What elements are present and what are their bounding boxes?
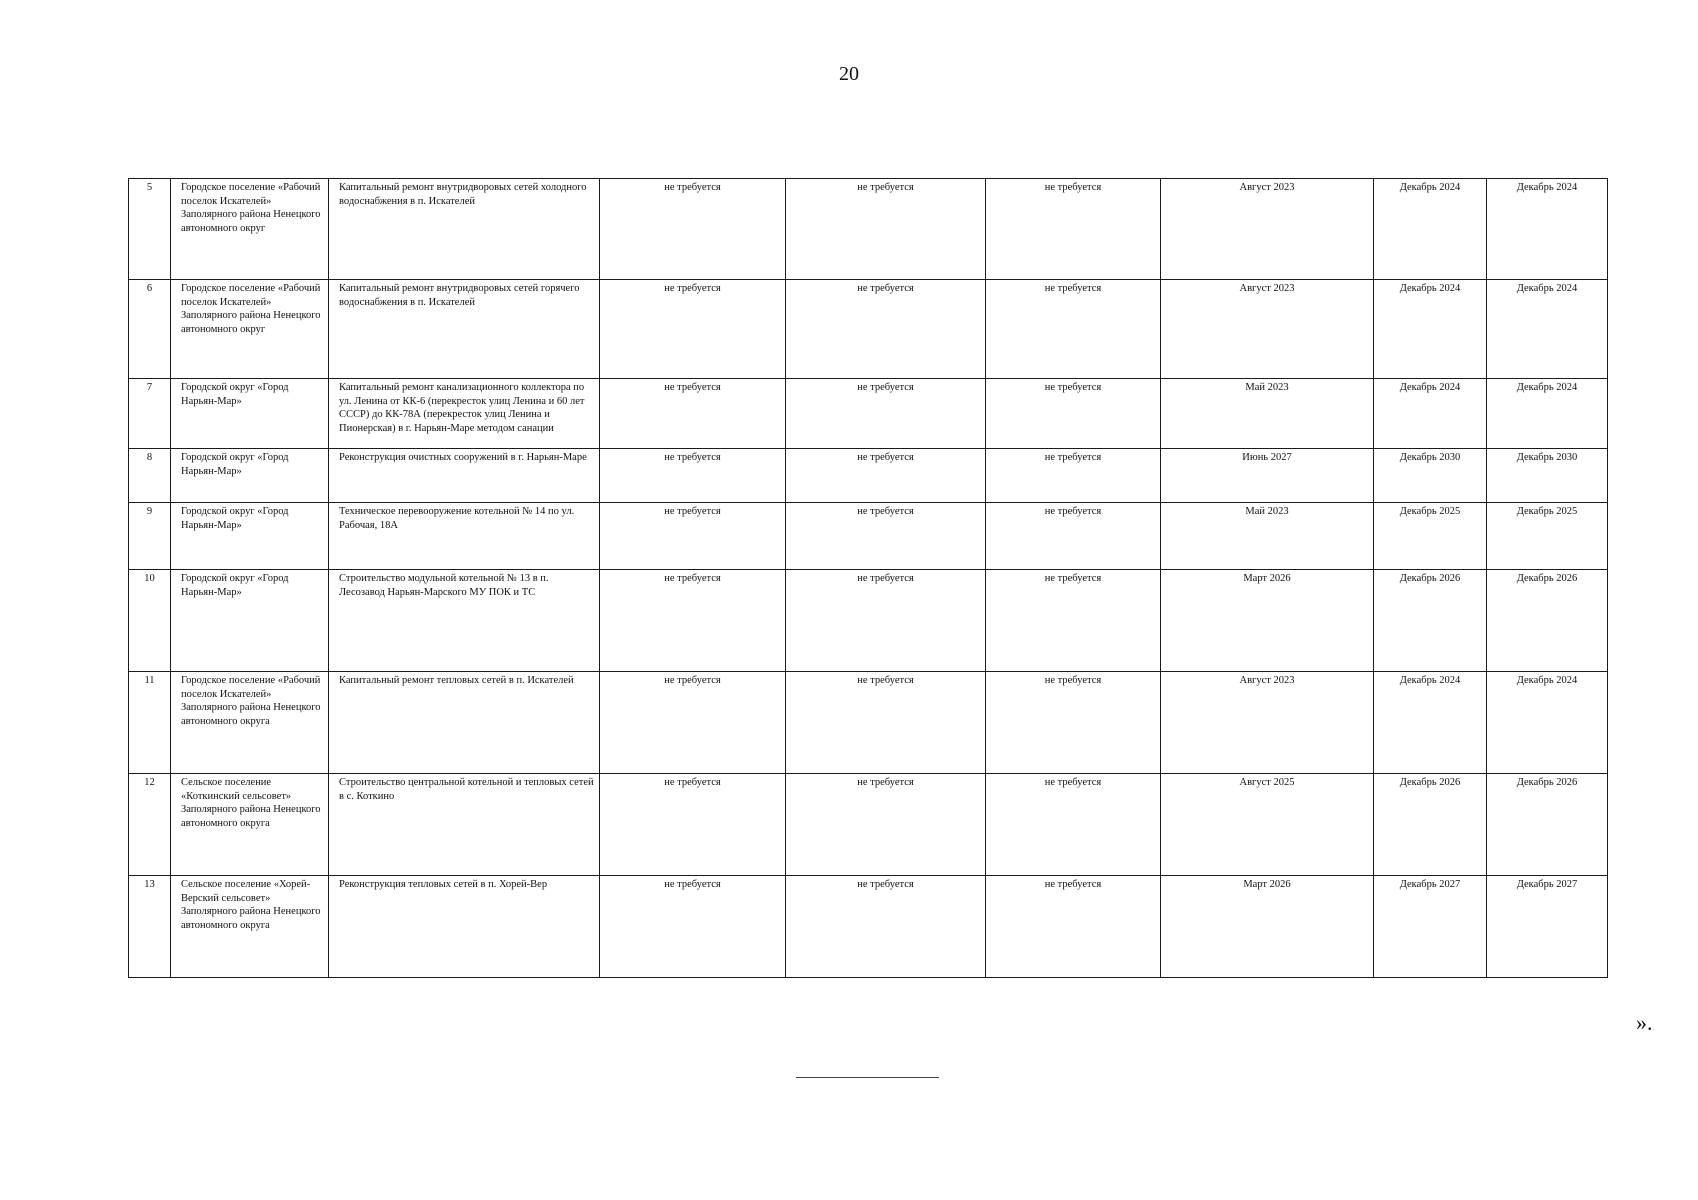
requirement-cell-3: не требуется bbox=[986, 774, 1161, 876]
requirement-cell-1: не требуется bbox=[600, 774, 786, 876]
page-number: 20 bbox=[839, 63, 859, 85]
start-date-cell: Июнь 2027 bbox=[1161, 449, 1374, 503]
table-row bbox=[129, 672, 1608, 774]
requirement-cell-3: не требуется bbox=[986, 672, 1161, 774]
project-cell: Реконструкция очистных сооружений в г. Нарьян-Маре bbox=[329, 449, 600, 503]
requirement-cell-2: не требуется bbox=[786, 876, 986, 978]
start-date-cell: Август 2025 bbox=[1161, 774, 1374, 876]
municipality-cell: Сельское поселение «Коткинский сельсовет» Заполярного района Ненецкого автономного округа bbox=[171, 774, 329, 876]
table-row bbox=[129, 774, 1608, 876]
footer-divider bbox=[796, 1077, 939, 1078]
final-date-cell: Декабрь 2024 bbox=[1487, 280, 1608, 379]
requirement-cell-3: не требуется bbox=[986, 503, 1161, 570]
requirement-cell-2: не требуется bbox=[786, 503, 986, 570]
requirement-cell-2: не требуется bbox=[786, 280, 986, 379]
start-date-cell: Март 2026 bbox=[1161, 570, 1374, 672]
table-row bbox=[129, 379, 1608, 449]
requirement-cell-1: не требуется bbox=[600, 179, 786, 280]
requirement-cell-2: не требуется bbox=[786, 570, 986, 672]
projects-table bbox=[128, 178, 1608, 978]
requirement-cell-1: не требуется bbox=[600, 672, 786, 774]
requirement-cell-3: не требуется bbox=[986, 449, 1161, 503]
start-date-cell: Май 2023 bbox=[1161, 379, 1374, 449]
project-cell: Капитальный ремонт внутридворовых сетей горячего водоснабжения в п. Искателей bbox=[329, 280, 600, 379]
row-number: 5 bbox=[129, 179, 171, 280]
municipality-cell: Городское поселение «Рабочий поселок Искателей» Заполярного района Ненецкого автономного округа bbox=[171, 672, 329, 774]
requirement-cell-2: не требуется bbox=[786, 179, 986, 280]
project-cell: Строительство модульной котельной № 13 в п. Лесозавод Нарьян-Марского МУ ПОК и ТС bbox=[329, 570, 600, 672]
row-number: 13 bbox=[129, 876, 171, 978]
table-row bbox=[129, 449, 1608, 503]
start-date-cell: Август 2023 bbox=[1161, 280, 1374, 379]
row-number: 10 bbox=[129, 570, 171, 672]
end-date-cell: Декабрь 2024 bbox=[1374, 179, 1487, 280]
final-date-cell: Декабрь 2025 bbox=[1487, 503, 1608, 570]
requirement-cell-2: не требуется bbox=[786, 774, 986, 876]
end-date-cell: Декабрь 2026 bbox=[1374, 774, 1487, 876]
end-date-cell: Декабрь 2026 bbox=[1374, 570, 1487, 672]
row-number: 8 bbox=[129, 449, 171, 503]
end-date-cell: Декабрь 2025 bbox=[1374, 503, 1487, 570]
final-date-cell: Декабрь 2030 bbox=[1487, 449, 1608, 503]
requirement-cell-3: не требуется bbox=[986, 280, 1161, 379]
end-date-cell: Декабрь 2024 bbox=[1374, 672, 1487, 774]
final-date-cell: Декабрь 2024 bbox=[1487, 672, 1608, 774]
requirement-cell-1: не требуется bbox=[600, 876, 786, 978]
requirement-cell-3: не требуется bbox=[986, 570, 1161, 672]
table-row bbox=[129, 570, 1608, 672]
start-date-cell: Август 2023 bbox=[1161, 179, 1374, 280]
project-cell: Строительство центральной котельной и тепловых сетей в с. Коткино bbox=[329, 774, 600, 876]
start-date-cell: Август 2023 bbox=[1161, 672, 1374, 774]
municipality-cell: Городской округ «Город Нарьян-Мар» bbox=[171, 503, 329, 570]
municipality-cell: Городское поселение «Рабочий поселок Искателей» Заполярного района Ненецкого автономного округ bbox=[171, 179, 329, 280]
end-date-cell: Декабрь 2024 bbox=[1374, 280, 1487, 379]
requirement-cell-1: не требуется bbox=[600, 280, 786, 379]
table-row bbox=[129, 179, 1608, 280]
start-date-cell: Март 2026 bbox=[1161, 876, 1374, 978]
municipality-cell: Сельское поселение «Хорей-Верский сельсовет» Заполярного района Ненецкого автономного округа bbox=[171, 876, 329, 978]
municipality-cell: Городской округ «Город Нарьян-Мар» bbox=[171, 570, 329, 672]
municipality-cell: Городской округ «Город Нарьян-Мар» bbox=[171, 379, 329, 449]
project-cell: Капитальный ремонт внутридворовых сетей холодного водоснабжения в п. Искателей bbox=[329, 179, 600, 280]
final-date-cell: Декабрь 2024 bbox=[1487, 379, 1608, 449]
table-row bbox=[129, 280, 1608, 379]
requirement-cell-3: не требуется bbox=[986, 876, 1161, 978]
end-date-cell: Декабрь 2030 bbox=[1374, 449, 1487, 503]
final-date-cell: Декабрь 2027 bbox=[1487, 876, 1608, 978]
municipality-cell: Городской округ «Город Нарьян-Мар» bbox=[171, 449, 329, 503]
requirement-cell-3: не требуется bbox=[986, 179, 1161, 280]
requirement-cell-2: не требуется bbox=[786, 379, 986, 449]
final-date-cell: Декабрь 2026 bbox=[1487, 774, 1608, 876]
project-cell: Капитальный ремонт тепловых сетей в п. Искателей bbox=[329, 672, 600, 774]
requirement-cell-1: не требуется bbox=[600, 449, 786, 503]
requirement-cell-2: не требуется bbox=[786, 672, 986, 774]
row-number: 12 bbox=[129, 774, 171, 876]
end-date-cell: Декабрь 2024 bbox=[1374, 379, 1487, 449]
final-date-cell: Декабрь 2024 bbox=[1487, 179, 1608, 280]
table-row bbox=[129, 503, 1608, 570]
project-cell: Техническое перевооружение котельной № 14 по ул. Рабочая, 18А bbox=[329, 503, 600, 570]
row-number: 7 bbox=[129, 379, 171, 449]
row-number: 11 bbox=[129, 672, 171, 774]
end-date-cell: Декабрь 2027 bbox=[1374, 876, 1487, 978]
requirement-cell-3: не требуется bbox=[986, 379, 1161, 449]
project-cell: Капитальный ремонт канализационного коллектора по ул. Ленина от КК-6 (перекресток улиц Ленина и 60 лет СССР) до КК-78А (перекресток улиц Ленина и Пионерская) в г. Нарьян-Маре методом санации bbox=[329, 379, 600, 449]
requirement-cell-1: не требуется bbox=[600, 570, 786, 672]
municipality-cell: Городское поселение «Рабочий поселок Искателей» Заполярного района Ненецкого автономного округ bbox=[171, 280, 329, 379]
final-date-cell: Декабрь 2026 bbox=[1487, 570, 1608, 672]
project-cell: Реконструкция тепловых сетей в п. Хорей-Вер bbox=[329, 876, 600, 978]
table-row bbox=[129, 876, 1608, 978]
start-date-cell: Май 2023 bbox=[1161, 503, 1374, 570]
row-number: 9 bbox=[129, 503, 171, 570]
requirement-cell-2: не требуется bbox=[786, 449, 986, 503]
closing-quote: ». bbox=[1636, 1010, 1653, 1035]
requirement-cell-1: не требуется bbox=[600, 503, 786, 570]
requirement-cell-1: не требуется bbox=[600, 379, 786, 449]
row-number: 6 bbox=[129, 280, 171, 379]
